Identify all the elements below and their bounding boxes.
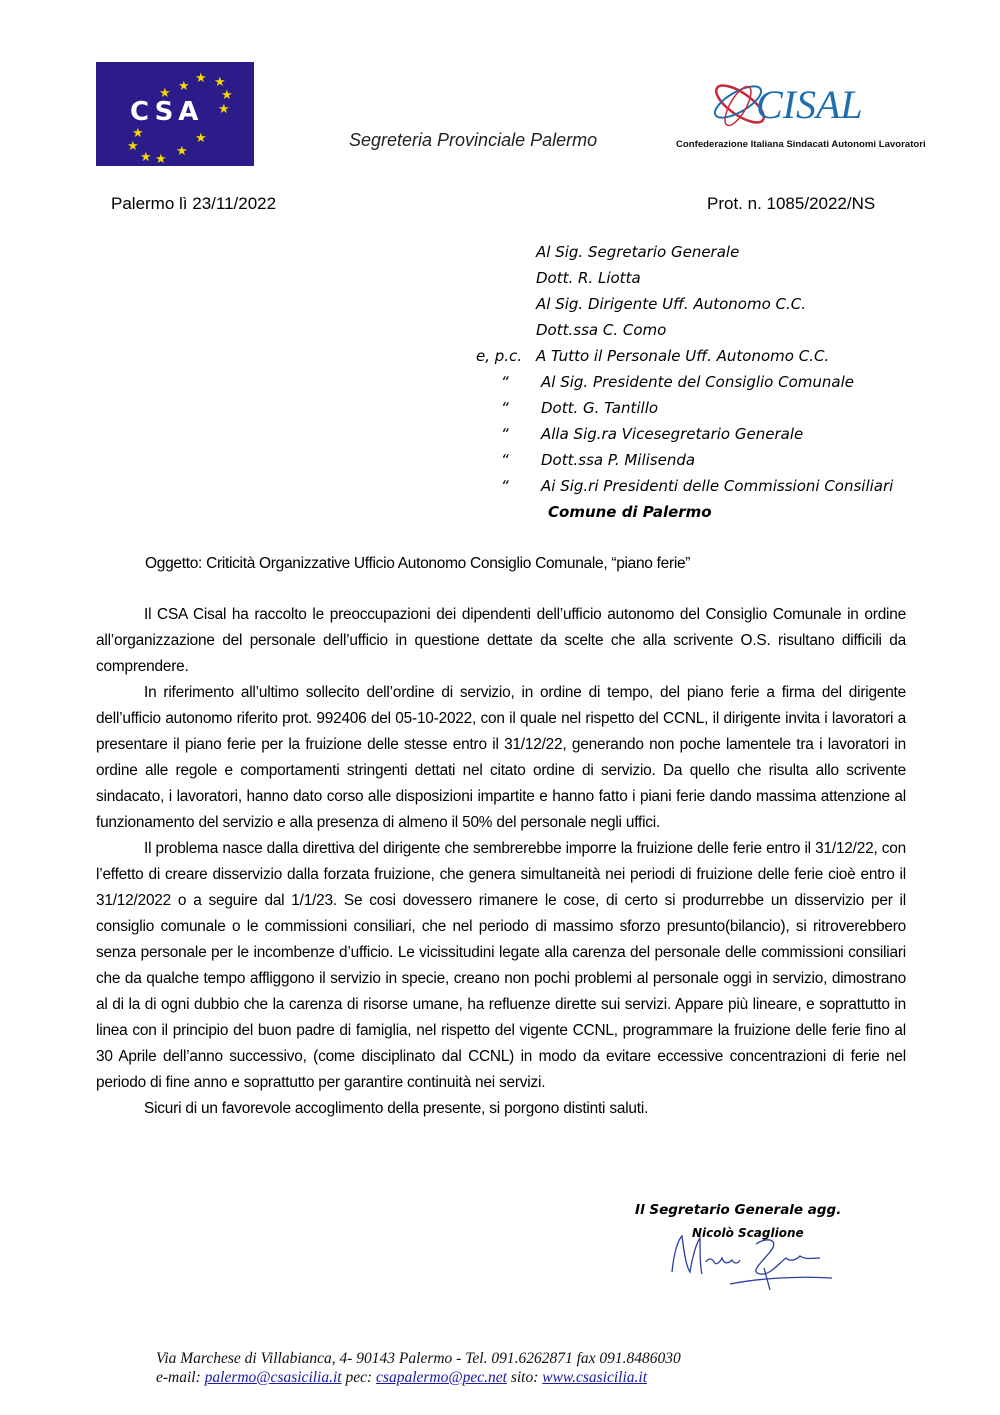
- svg-text:★: ★: [214, 75, 226, 90]
- body-paragraph: In riferimento all’ultimo sollecito dell’ordine di servizio, in ordine di tempo, del piano ferie a firma del dirigente dell’ufficio autonomo riferito prot. 992406 del 05-10-2022, con il quale nel rispetto del CCNL, il dirigente invita i lavoratori a presentare il piano ferie per la fruizione delle stesse entro il 31/12/22, generando non poche lamentele tra i lavoratori in ordine alle regole e comportamenti stringenti dettati nel citato ordine di servizio. Da quello che risulta allo scrivente sindacato, i lavoratori, hanno dato corso alle disposizioni impartite e hanno fatto i piani ferie dando massima attenzione al funzionamento del servizio e alla presenza di almeno il 50% del personale negli uffici.: [96, 684, 906, 831]
- svg-text:★: ★: [140, 150, 152, 165]
- site-label: sito:: [506, 1369, 543, 1386]
- pec-link[interactable]: csapalermo@pec.net: [376, 1369, 507, 1386]
- cisal-subtitle: Confederazione Italiana Sindacati Autonomi Lavoratori: [676, 139, 926, 150]
- footer: [156, 1349, 681, 1387]
- ditto-mark: “: [501, 373, 509, 391]
- svg-text:★: ★: [195, 131, 207, 146]
- organization-name: Comune di Palermo: [548, 503, 712, 521]
- body-paragraph: Il CSA Cisal ha raccolto le preoccupazioni dei dipendenti dell’ufficio autonomo del Consiglio Comunale in ordine all’organizzazione del personale dell’ufficio in questione dettate da scelte che alla scrivente O.S. risultano difficili da comprendere.: [96, 606, 906, 675]
- svg-text:★: ★: [218, 102, 230, 117]
- svg-text:★: ★: [221, 88, 233, 103]
- signatory-name: Nicolò Scaglione: [692, 1226, 804, 1240]
- cc-label: e, p.c.: [476, 347, 523, 365]
- ditto-mark: “: [501, 425, 509, 443]
- svg-text:★: ★: [178, 79, 190, 94]
- svg-text:★: ★: [159, 86, 171, 101]
- pec-label: pec:: [341, 1369, 377, 1386]
- recipient-line: Al Sig. Segretario Generale: [536, 243, 740, 261]
- csa-stars-icon: [96, 62, 254, 166]
- email-link[interactable]: palermo@csasicilia.it: [204, 1369, 342, 1386]
- recipient-line: Al Sig. Dirigente Uff. Autonomo C.C.: [536, 295, 807, 313]
- svg-text:★: ★: [132, 126, 144, 141]
- csa-logo: [96, 62, 254, 166]
- signatory-title: Il Segretario Generale agg.: [635, 1202, 842, 1218]
- letter-subject: Oggetto: Criticità Organizzative Ufficio Autonomo Consiglio Comunale, “piano ferie”: [145, 555, 691, 572]
- footer-address: Via Marchese di Villabianca, 4- 90143 Palermo - Tel. 091.6262871 fax 091.8486030: [156, 1350, 681, 1367]
- recipient-line: A Tutto il Personale Uff. Autonomo C.C.: [536, 347, 830, 365]
- body-paragraph: Il problema nasce dalla direttiva del dirigente che sembrerebbe imporre la fruizione delle ferie entro il 31/12/22, con l’effetto di creare disservizio dalla forzata fruizione, che genera simultaneità nei periodi di fruizione delle ferie cioè entro il 31/12/2022 o a seguire dal 1/1/23. Se cosi dovessero rimanere le cose, di certo si produrrebbe un disservizio per il consiglio comunale o le commissioni consiliari, che nel periodo di massimo sforzo presunto(bilancio), si ritroverebbero senza personale per le incombenze d’ufficio. Le vicissitudini legate alla carenza del personale delle commissioni consiliari che da qualche tempo affliggono il servizio in specie, creano non pochi problemi al personale oggi in servizio, dimostrano al di la di ogni dubbio che la carenza di risorse umane, ha refluenze dirette sui servizi. Appare più lineare, e soprattutto in linea con il principio del buon padre di famiglia, nel rispetto del vigente CCNL, programmare la fruizione delle ferie fino al 30 Aprile dell’anno successivo, (come disciplinato dal CCNL) in modo da evitare eccessive concentrazioni di ferie nel periodo di fine anno e soprattutto per garantire continuità nei servizi.: [96, 840, 906, 1091]
- ditto-mark: “: [501, 399, 509, 417]
- svg-text:★: ★: [176, 144, 188, 159]
- recipient-line: Ai Sig.ri Presidenti delle Commissioni Consiliari: [541, 477, 894, 495]
- recipient-line: Al Sig. Presidente del Consiglio Comunale: [541, 373, 854, 391]
- svg-text:★: ★: [155, 152, 167, 166]
- protocol-number: Prot. n. 1085/2022/NS: [707, 194, 876, 213]
- cisal-orbit-icon: [708, 68, 908, 138]
- ditto-mark: “: [501, 477, 509, 495]
- body-paragraph: Sicuri di un favorevole accoglimento della presente, si porgono distinti saluti.: [144, 1100, 649, 1117]
- segreteria-title: Segreteria Provinciale Palermo: [349, 130, 598, 150]
- ditto-mark: “: [501, 451, 509, 469]
- recipient-line: Alla Sig.ra Vicesegretario Generale: [541, 425, 804, 443]
- letter-body: [96, 602, 906, 1122]
- svg-text:CISAL: CISAL: [756, 82, 863, 127]
- svg-text:★: ★: [195, 71, 207, 86]
- recipient-line: Dott.ssa C. Como: [536, 321, 667, 339]
- svg-text:CSA: CSA: [130, 97, 204, 127]
- place-date: Palermo lì 23/11/2022: [111, 194, 277, 213]
- svg-text:★: ★: [127, 139, 139, 154]
- recipient-line: Dott. R. Liotta: [536, 269, 641, 287]
- cisal-logo: [708, 68, 908, 138]
- website-link[interactable]: www.csasicilia.it: [542, 1369, 648, 1386]
- recipient-line: Dott. G. Tantillo: [541, 399, 659, 417]
- recipient-line: Dott.ssa P. Milisenda: [541, 451, 696, 469]
- footer-contacts: [156, 1368, 681, 1387]
- email-label: e-mail:: [156, 1369, 205, 1386]
